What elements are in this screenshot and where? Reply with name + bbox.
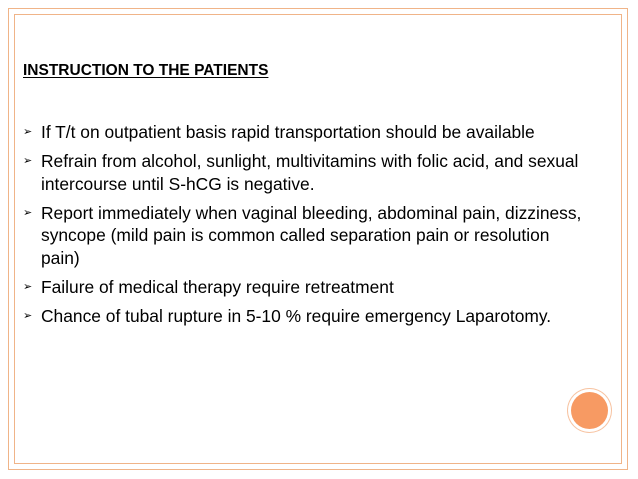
arrow-bullet-icon: ➢ bbox=[23, 280, 33, 293]
bullet-item bbox=[23, 276, 583, 299]
bullet-list bbox=[23, 121, 583, 334]
decorative-circle-icon bbox=[571, 392, 608, 429]
bullet-item bbox=[23, 202, 583, 270]
arrow-bullet-icon: ➢ bbox=[23, 154, 33, 167]
arrow-bullet-icon: ➢ bbox=[23, 126, 33, 138]
slide-heading: INSTRUCTION TO THE PATIENTS bbox=[23, 62, 269, 79]
bullet-item bbox=[23, 305, 583, 328]
bullet-text: Chance of tubal rupture in 5-10 % require emergency Laparotomy. bbox=[41, 305, 552, 326]
arrow-bullet-icon: ➢ bbox=[23, 309, 33, 322]
bullet-text: If T/t on outpatient basis rapid transportation should be available bbox=[41, 122, 535, 142]
arrow-bullet-icon: ➢ bbox=[23, 206, 33, 219]
bullet-item bbox=[23, 121, 583, 144]
bullet-text: Report immediately when vaginal bleeding, abdominal pain, dizziness, syncope (mild pain is common called separation pain or resolution pain) bbox=[41, 202, 582, 268]
bullet-item bbox=[23, 150, 583, 195]
bullet-text: Refrain from alcohol, sunlight, multivitamins with folic acid, and sexual intercourse until S-hCG is negative. bbox=[41, 150, 579, 194]
bullet-text: Failure of medical therapy require retreatment bbox=[41, 276, 394, 297]
